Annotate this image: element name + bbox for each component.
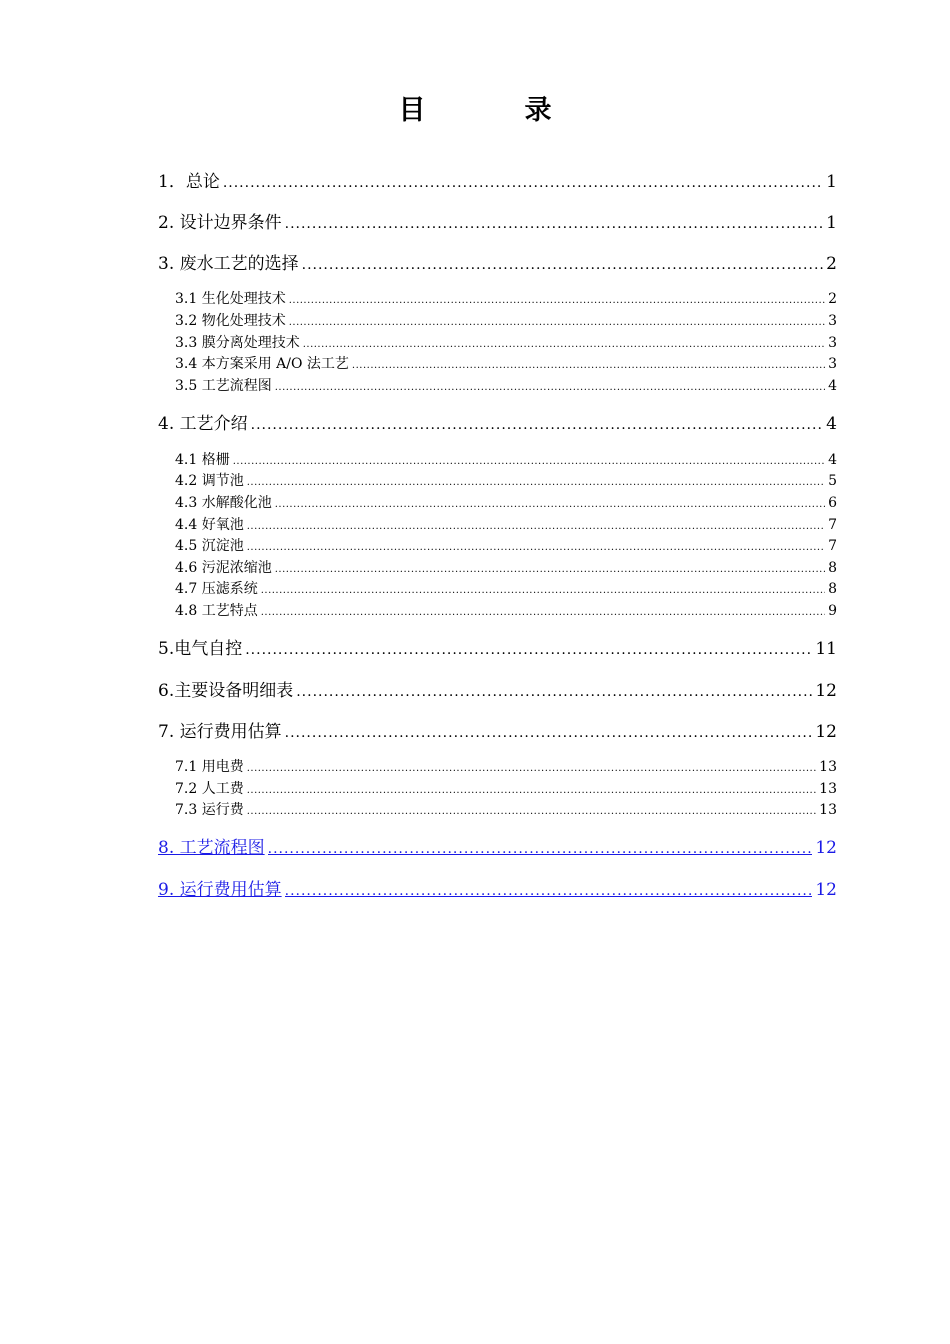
toc-subentry[interactable] bbox=[175, 312, 837, 332]
toc-subentry-page: 7 bbox=[828, 517, 837, 533]
toc-leader-dots[interactable] bbox=[285, 880, 813, 902]
toc-subentry[interactable] bbox=[175, 516, 837, 536]
toc-subentry[interactable] bbox=[175, 602, 837, 622]
toc-entry-label: 2. 设计边界条件 bbox=[158, 213, 282, 233]
toc-leader-dots bbox=[302, 254, 824, 276]
toc-subentry[interactable] bbox=[175, 355, 837, 375]
toc-leader-dots bbox=[296, 681, 812, 703]
toc-leader-dots bbox=[261, 582, 825, 600]
toc-leader-dots bbox=[352, 357, 825, 375]
toc-leader-dots bbox=[303, 336, 825, 354]
toc-subentry-label: 4.4 好氧池 bbox=[175, 517, 244, 533]
toc-entry[interactable] bbox=[158, 680, 837, 703]
toc-subentry-label: 4.3 水解酸化池 bbox=[175, 495, 272, 511]
toc-entry-page: 2 bbox=[826, 254, 837, 274]
toc-subentry[interactable] bbox=[175, 758, 837, 778]
toc-leader-dots bbox=[247, 782, 816, 800]
toc-entry-label: 7. 运行费用估算 bbox=[158, 722, 282, 742]
toc-entry-label: 4. 工艺介绍 bbox=[158, 414, 248, 434]
toc-link-entry[interactable] bbox=[158, 879, 837, 902]
toc-subentry-label: 7.2 人工费 bbox=[175, 781, 244, 797]
toc-leader-dots bbox=[289, 314, 825, 332]
toc-leader-dots bbox=[233, 453, 825, 471]
toc-entry-page: 4 bbox=[826, 414, 837, 434]
toc-subentry-page: 2 bbox=[828, 291, 837, 307]
toc-leader-dots bbox=[245, 639, 812, 661]
toc-entry[interactable] bbox=[158, 638, 837, 661]
toc-subentry-page: 13 bbox=[819, 802, 837, 818]
toc-leader-dots bbox=[247, 760, 816, 778]
toc-subentry[interactable] bbox=[175, 377, 837, 397]
toc-subentry-label: 4.8 工艺特点 bbox=[175, 603, 258, 619]
toc-leader-dots[interactable] bbox=[268, 838, 813, 860]
toc-subentry[interactable] bbox=[175, 780, 837, 800]
toc-leader-dots bbox=[275, 561, 825, 579]
toc-subentry[interactable] bbox=[175, 801, 837, 821]
toc-subentry[interactable] bbox=[175, 494, 837, 514]
toc-leader-dots bbox=[247, 539, 825, 557]
toc-subentry-page: 7 bbox=[828, 538, 837, 554]
toc-entry-label: 1．总论 bbox=[158, 172, 220, 192]
toc-subentry-page: 8 bbox=[828, 560, 837, 576]
toc-subentry-page: 4 bbox=[828, 452, 837, 468]
toc-leader-dots bbox=[261, 604, 825, 622]
toc-entry[interactable] bbox=[158, 212, 837, 235]
toc-entry-label: 3. 废水工艺的选择 bbox=[158, 254, 299, 274]
toc-entry-label: 5.电气自控 bbox=[158, 639, 243, 659]
toc-subentry-page: 9 bbox=[828, 603, 837, 619]
toc-subentry[interactable] bbox=[175, 580, 837, 600]
toc-leader-dots bbox=[247, 803, 816, 821]
toc-subentry-page: 3 bbox=[828, 313, 837, 329]
toc-subentry-label: 3.5 工艺流程图 bbox=[175, 378, 272, 394]
toc-subentry-label: 3.4 本方案采用 A/O 法工艺 bbox=[175, 356, 349, 372]
toc-subentry-page: 3 bbox=[828, 356, 837, 372]
toc-subentry-label: 7.1 用电费 bbox=[175, 759, 244, 775]
toc-subentry-label: 4.5 沉淀池 bbox=[175, 538, 244, 554]
toc-subentry-page: 5 bbox=[828, 473, 837, 489]
toc-subentry-label: 4.2 调节池 bbox=[175, 473, 244, 489]
toc-leader-dots bbox=[285, 213, 824, 235]
toc-subentry[interactable] bbox=[175, 451, 837, 471]
toc-entry[interactable] bbox=[158, 253, 837, 276]
toc-entry-label[interactable]: 9. 运行费用估算 bbox=[158, 880, 282, 900]
toc-entry[interactable] bbox=[158, 171, 837, 194]
toc-leader-dots bbox=[247, 518, 825, 536]
toc-subentry[interactable] bbox=[175, 334, 837, 354]
toc-leader-dots bbox=[275, 496, 825, 514]
toc-entry-page[interactable]: 12 bbox=[815, 838, 837, 858]
toc-subentry-label: 4.1 格栅 bbox=[175, 452, 230, 468]
toc-subentry-label: 3.1 生化处理技术 bbox=[175, 291, 286, 307]
toc-leader-dots bbox=[285, 722, 813, 744]
toc-subentry-label: 4.6 污泥浓缩池 bbox=[175, 560, 272, 576]
toc-entry-page: 1 bbox=[826, 172, 837, 192]
toc-subentry-page: 3 bbox=[828, 335, 837, 351]
toc-leader-dots bbox=[275, 379, 825, 397]
toc-subentry-page: 6 bbox=[828, 495, 837, 511]
toc-entry[interactable] bbox=[158, 721, 837, 744]
toc-subentry-page: 4 bbox=[828, 378, 837, 394]
toc-subentry[interactable] bbox=[175, 472, 837, 492]
toc-subentry-page: 8 bbox=[828, 581, 837, 597]
toc-leader-dots bbox=[223, 172, 823, 194]
toc-entry-page: 1 bbox=[826, 213, 837, 233]
toc-entry-page: 12 bbox=[815, 722, 837, 742]
toc-subentry[interactable] bbox=[175, 559, 837, 579]
toc-link-entry[interactable] bbox=[158, 837, 837, 860]
toc-subentry-page: 13 bbox=[819, 781, 837, 797]
toc-subentry-label: 4.7 压滤系统 bbox=[175, 581, 258, 597]
toc-entry-label[interactable]: 8. 工艺流程图 bbox=[158, 838, 265, 858]
toc-leader-dots bbox=[251, 414, 824, 436]
toc-entry-page: 11 bbox=[815, 639, 837, 659]
toc-entry-label: 6.主要设备明细表 bbox=[158, 681, 294, 701]
toc-subentry-page: 13 bbox=[819, 759, 837, 775]
toc-title: 目 录 bbox=[398, 95, 588, 126]
toc-entry-page: 12 bbox=[815, 681, 837, 701]
toc-subentry-label: 7.3 运行费 bbox=[175, 802, 244, 818]
toc-leader-dots bbox=[247, 474, 825, 492]
toc-subentry-label: 3.3 膜分离处理技术 bbox=[175, 335, 300, 351]
toc-subentry[interactable] bbox=[175, 537, 837, 557]
toc-subentry[interactable] bbox=[175, 290, 837, 310]
toc-subentry-label: 3.2 物化处理技术 bbox=[175, 313, 286, 329]
toc-entry-page[interactable]: 12 bbox=[815, 880, 837, 900]
toc-leader-dots bbox=[289, 292, 825, 310]
toc-entry[interactable] bbox=[158, 413, 837, 436]
